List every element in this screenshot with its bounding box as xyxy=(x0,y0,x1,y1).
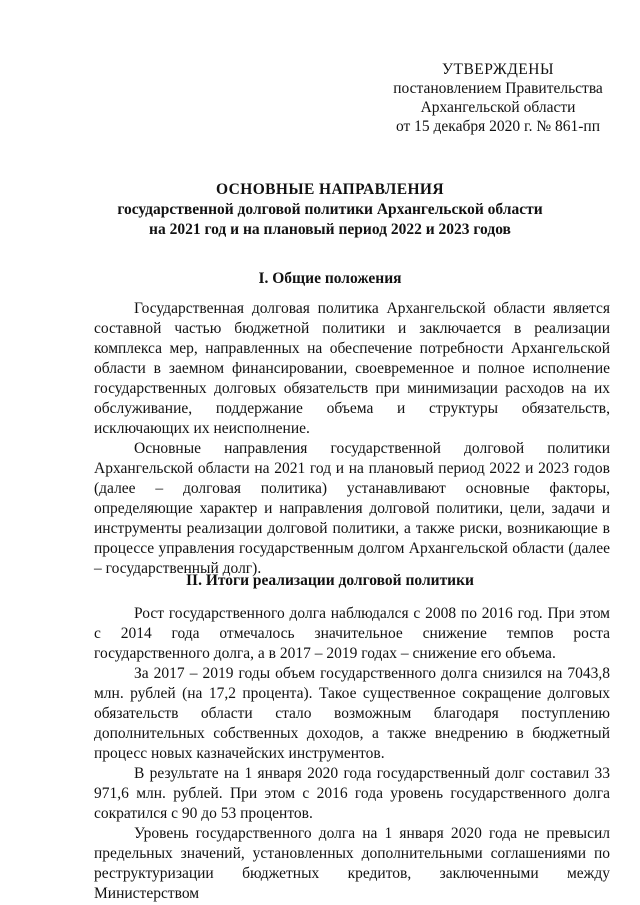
approval-line-2: Архангельской области xyxy=(420,99,576,116)
approval-line-1: постановлением Правительства xyxy=(393,80,603,97)
approval-title: УТВЕРЖДЕНЫ xyxy=(442,61,554,78)
paragraph: Рост государственного долга наблюдался с 2008 по 2016 год. При этом с 2014 года отмечалось значительное снижение темпов роста государственного долга, а в 2017 – 2019 годах – снижение его объема. xyxy=(94,605,610,662)
section-heading-results: II. Итоги реализации долговой политики xyxy=(186,572,474,589)
document-title xyxy=(80,180,580,240)
section-body-results xyxy=(94,604,610,904)
paragraph: Государственная долговая политика Архангельской области является составной частью бюджетной политики и заключается в реализации комплекса мер, направленных на обеспечение потребности Архангельской области в заемном финансировании, своевременное и полное исполнение государственных долговых обязательств при минимизации расходов на их обслуживание, поддержание объема и структуры обязательств, исключающих их неисполнение. xyxy=(94,300,610,437)
approval-block xyxy=(388,60,608,136)
section-heading-general-provisions: I. Общие положения xyxy=(258,270,402,287)
paragraph: Основные направления государственной долговой политики Архангельской области на 2021 год и на плановый период 2022 и 2023 годов (далее – долговая политика) устанавливают основные факторы, определяющие характер и направления долговой политики, цели, задачи и инструменты реализации долговой политики, а также риски, возникающие в процессе управления государственным долгом Архангельской области (далее – государственный долг). xyxy=(94,440,610,577)
paragraph: За 2017 – 2019 годы объем государственного долга снизился на 7043,8 млн. рублей (на 17,2 процента). Такое существенное сокращение долговых обязательств области стало возможным благодаря поступлению дополнительных собственных доходов, а также внедрению в бюджетный процесс новых казначейских инструментов. xyxy=(94,665,610,762)
document-title-main: ОСНОВНЫЕ НАПРАВЛЕНИЯ xyxy=(216,181,444,198)
approval-line-3: от 15 декабря 2020 г. № 861-пп xyxy=(395,118,601,135)
paragraph: Уровень государственного долга на 1 января 2020 года не превысил предельных значений, установленных дополнительными соглашениями по реструктуризации бюджетных кредитов, заключенными между Министерством xyxy=(94,825,610,902)
document-title-subtitle-2: на 2021 год и на плановый период 2022 и 2023 годов xyxy=(149,221,511,238)
section-body-general-provisions xyxy=(94,299,610,579)
paragraph: В результате на 1 января 2020 года государственный долг составил 33 971,6 млн. рублей. При этом с 2016 года уровень государственного долга сократился с 90 до 53 процентов. xyxy=(94,765,610,822)
document-title-subtitle-1: государственной долговой политики Архангельской области xyxy=(117,201,543,218)
